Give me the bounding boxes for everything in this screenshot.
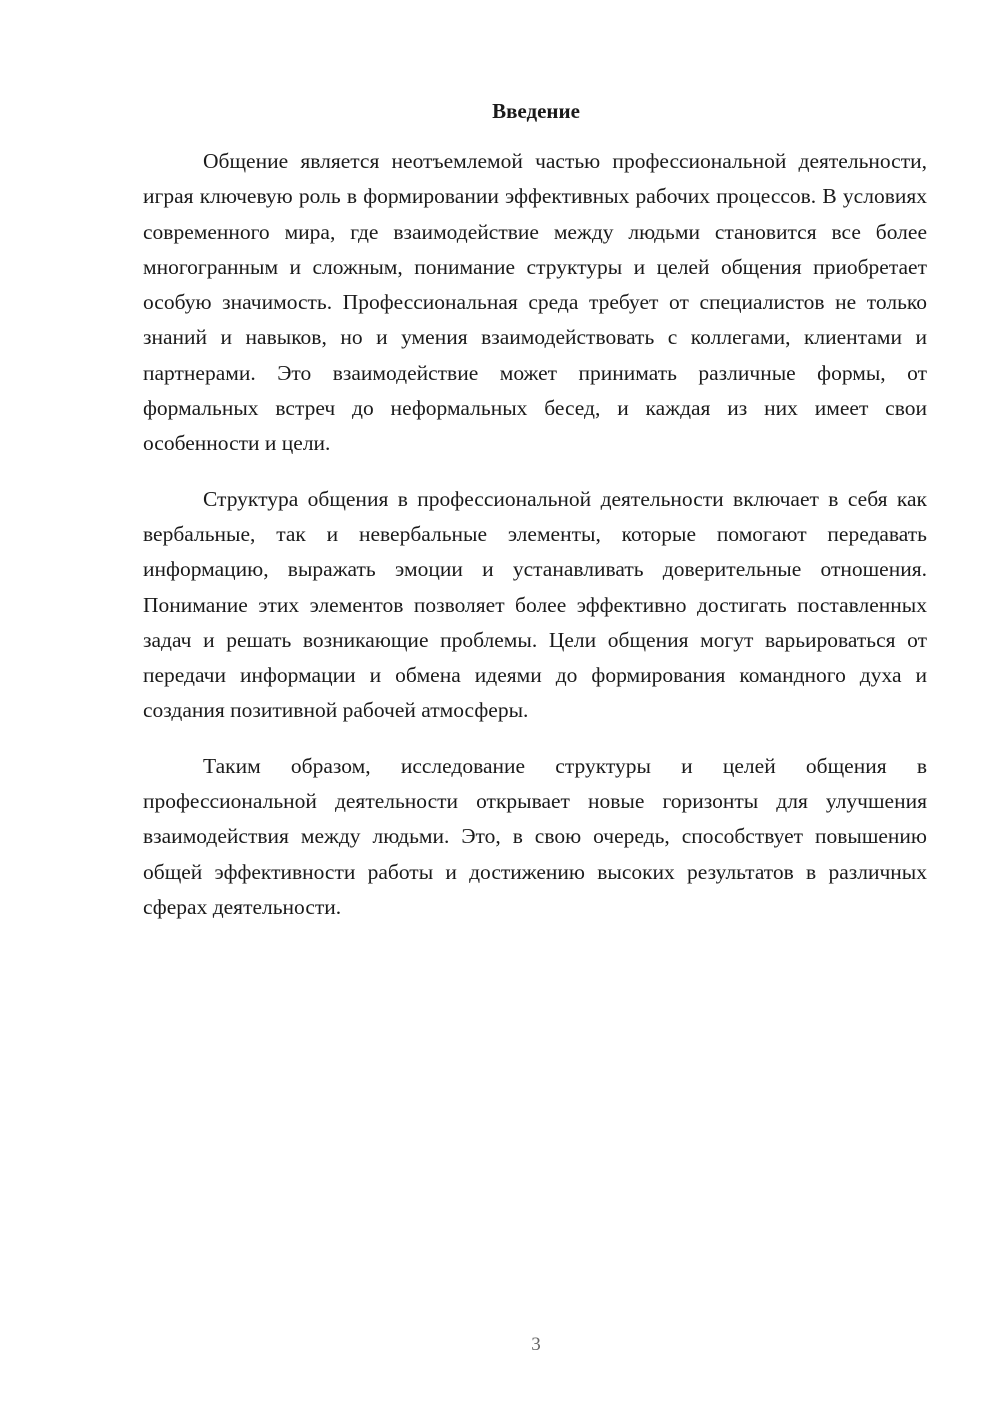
paragraph-1: Общение является неотъемлемой частью профессиональной деятельности, играя ключевую роль в формировании эффективных рабочих процессов. В условиях современного мира, где взаимодействие между людьми становится все более многогранным и сложным, понимание структуры и целей общения приобретает особую значимость. Профессиональная среда требует от специалистов не только знаний и навыков, но и умения взаимодействовать с коллегами, клиентами и партнерами. Это взаимодействие может принимать различные формы, от формальных встреч до неформальных бесед, и каждая из них имеет свои особенности и цели.	[143, 149, 927, 456]
section-title: Введение	[492, 99, 580, 123]
paragraph-3: Таким образом, исследование структуры и целей общения в профессиональной деятельности открывает новые горизонты для улучшения взаимодействия между людьми. Это, в свою очередь, способствует повышению общей эффективности работы и достижению высоких результатов в различных сферах деятельности.	[143, 753, 927, 919]
body-text	[143, 144, 927, 925]
page-number: 3	[531, 1334, 541, 1355]
paragraph-2: Структура общения в профессиональной деятельности включает в себя как вербальные, так и невербальные элементы, которые помогают передавать информацию, выражать эмоции и устанавливать доверительные отношения. Понимание этих элементов позволяет более эффективно достигать поставленных задач и решать возникающие проблемы. Цели общения могут варьироваться от передачи информации и обмена идеями до формирования командного духа и создания позитивной рабочей атмосферы.	[143, 486, 927, 723]
